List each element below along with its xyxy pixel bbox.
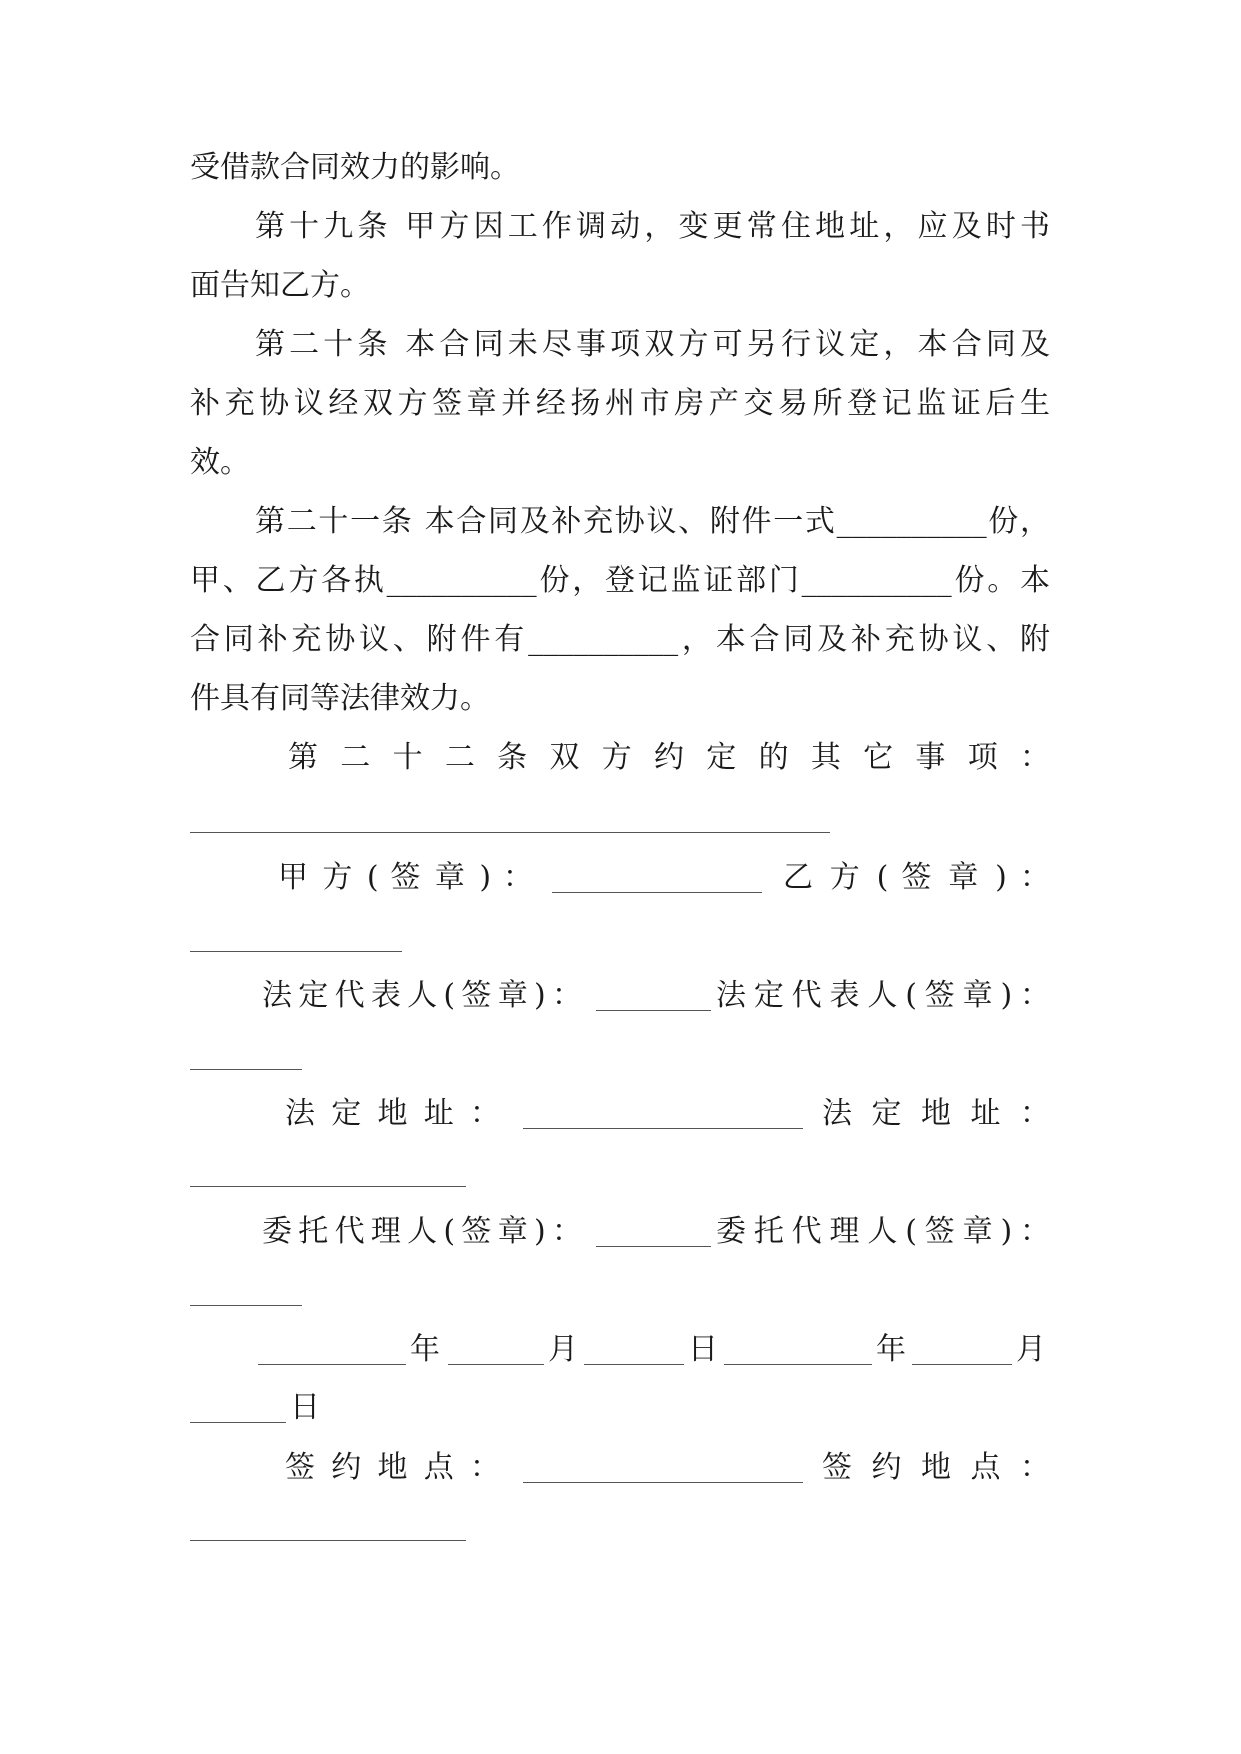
day-a-label: 日 [688, 1332, 718, 1367]
article-20-line-2: 补充协议经双方签章并经扬州市房产交易所登记监证后生 [190, 386, 1050, 421]
blank-line [596, 1246, 711, 1247]
month-b-label: 月 [1016, 1332, 1046, 1367]
party-b-signature-label: 乙 方 ( 签 章 ) ： [783, 860, 1050, 895]
blank-line [448, 1364, 544, 1365]
legal-address-a-label: 法 定 地 址 ： [285, 1096, 500, 1131]
article-20-line-1: 第二十条 本合同未尽事项双方可另行议定，本合同及 [255, 327, 1050, 362]
legal-rep-a-label: 法定代表人(签章)： [262, 978, 582, 1013]
article-20-line-3: 效。 [190, 445, 250, 480]
blank-line [190, 832, 830, 833]
blank-line [523, 1128, 803, 1129]
legal-address-b-label: 法 定 地 址 ： [822, 1096, 1050, 1131]
blank-line [258, 1364, 406, 1365]
signing-place-b-label: 签 约 地 点 ： [822, 1450, 1050, 1485]
day-b-label: 日 [290, 1390, 320, 1425]
legal-rep-b-label: 法定代表人(签章)： [716, 978, 1050, 1013]
article-21-line-3: 合同补充协议、附件有__________，本合同及补充协议、附 [190, 622, 1050, 657]
year-b-label: 年 [876, 1332, 906, 1367]
party-a-signature-label: 甲 方 ( 签 章 ) ： [278, 860, 533, 895]
blank-line [912, 1364, 1012, 1365]
signing-place-a-label: 签 约 地 点 ： [285, 1450, 500, 1485]
blank-line [596, 1010, 711, 1011]
blank-line [190, 1422, 286, 1423]
paragraph-line: 受借款合同效力的影响。 [190, 150, 520, 185]
blank-line [190, 1186, 466, 1187]
blank-line [523, 1482, 803, 1483]
blank-line [724, 1364, 872, 1365]
blank-line [190, 1305, 302, 1306]
agent-b-label: 委托代理人(签章)： [716, 1214, 1050, 1249]
article-21-line-1: 第二十一条 本合同及补充协议、附件一式__________份， [255, 504, 1050, 539]
blank-line [552, 892, 762, 893]
blank-line [190, 951, 402, 952]
blank-line [190, 1540, 466, 1541]
blank-line [584, 1364, 684, 1365]
article-21-line-4: 件具有同等法律效力。 [190, 681, 490, 716]
blank-line [190, 1069, 302, 1070]
article-21-line-2: 甲、乙方各执__________份，登记监证部门__________份。本 [190, 563, 1050, 598]
article-22-line: 第 二 十 二 条 双 方 约 定 的 其 它 事 项 ： [288, 740, 1050, 775]
agent-a-label: 委托代理人(签章)： [262, 1214, 582, 1249]
article-19-line-2: 面告知乙方。 [190, 268, 370, 303]
month-a-label: 月 [548, 1332, 578, 1367]
article-19-line-1: 第十九条 甲方因工作调动，变更常住地址，应及时书 [255, 209, 1050, 244]
year-a-label: 年 [410, 1332, 440, 1367]
